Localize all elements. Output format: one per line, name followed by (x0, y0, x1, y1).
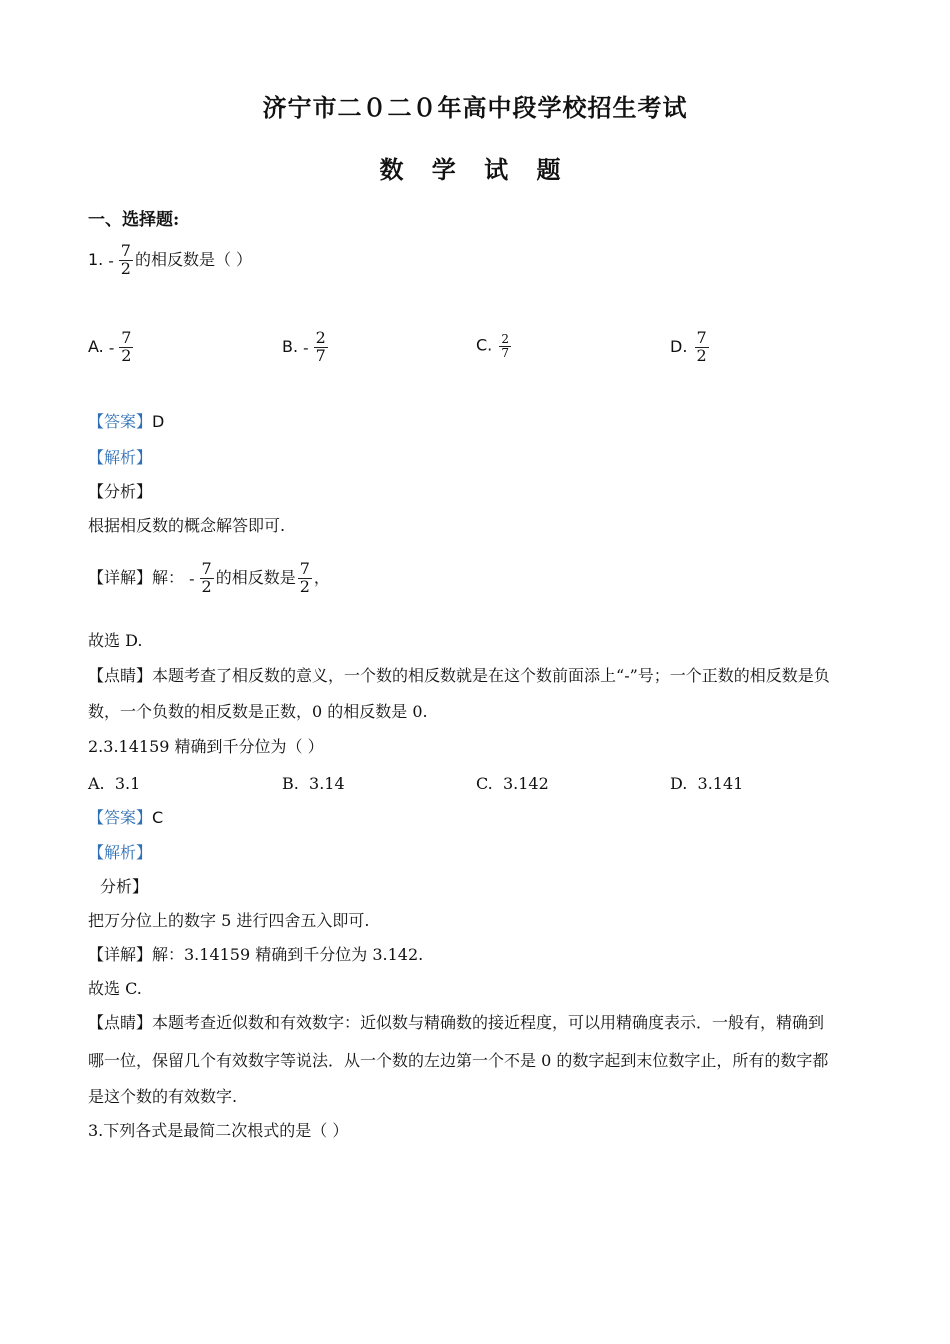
dianjing-line-3: 是这个数的有效数字. (88, 1087, 238, 1106)
option-label: B. (282, 336, 299, 356)
fenxi-text: 根据相反数的概念解答即可. (88, 516, 286, 535)
fraction: $\frac{7}{2}$ (121, 328, 132, 365)
dianjing-tag: 【点睛】 (88, 666, 153, 685)
option-label: A. (88, 336, 104, 356)
answer-line (88, 404, 164, 440)
option-value: 3.14 (309, 774, 345, 793)
option-c[interactable] (476, 766, 549, 802)
exam-subtitle: 数 学 试 题 (379, 155, 571, 184)
dianjing-line-2: 数，一个负数的相反数是正数，0 的相反数是 0. (88, 702, 428, 721)
dianjing-line-2: 哪一位，保留几个有效数字等说法．从一个数的左边第一个不是 0 的数字起到末位数字止，所有的数字都 (88, 1051, 829, 1070)
fraction: $\frac{2}{7}$ (501, 332, 509, 360)
fraction: $\frac{7}{2}$ (201, 559, 212, 596)
punctuation: ， (313, 567, 330, 587)
option-label: C. (476, 335, 493, 355)
option-c[interactable] (476, 333, 513, 359)
dianjing-text: 本题考查近似数和有效数字：近似数与精确数的接近程度，可以用精确度表示．一般有，精确到 (152, 1013, 825, 1032)
fenxi-tag: 分析】 (100, 877, 149, 896)
minus-sign: - (189, 568, 195, 588)
answer-tag: 【答案】 (88, 412, 153, 431)
exam-title: 济宁市二０二０年高中段学校招生考试 (262, 93, 688, 122)
question-3-stem: 3.下列各式是最简二次根式的是（ ） (88, 1121, 349, 1140)
option-b[interactable] (282, 330, 330, 365)
analysis-tag: 【解析】 (88, 843, 153, 862)
question-2-stem: 2.3.14159 精确到千分位为（ ） (88, 737, 324, 756)
dianjing-line (88, 1005, 824, 1041)
question-number: 1. (88, 249, 104, 269)
fenxi-tag: 【分析】 (88, 482, 153, 501)
question-text: 的相反数是（ ） (134, 249, 253, 269)
option-value: 3.142 (502, 774, 549, 793)
section-heading: 一、选择题: (88, 210, 180, 230)
option-d[interactable] (670, 766, 743, 802)
option-a[interactable] (88, 330, 135, 365)
fraction: $\frac{7}{2}$ (120, 241, 131, 278)
minus-sign: - (108, 250, 114, 270)
option-label: D. (670, 336, 688, 356)
question-1-stem (88, 243, 252, 278)
option-d[interactable] (670, 330, 711, 365)
option-label: C. (476, 774, 493, 793)
dianjing-text: 本题考查了相反数的意义，一个数的相反数就是在这个数前面添上“-”号；一个正数的相反数是负 (152, 666, 830, 685)
dianjing-line (88, 658, 830, 694)
fraction: $\frac{7}{2}$ (299, 559, 310, 596)
fraction: $\frac{2}{7}$ (315, 328, 326, 365)
conclusion: 故选 C. (88, 979, 142, 998)
fraction: $\frac{7}{2}$ (696, 328, 707, 365)
option-label: A. (88, 774, 105, 793)
option-a[interactable] (88, 766, 140, 802)
conclusion: 故选 D. (88, 631, 143, 650)
option-label: D. (670, 774, 688, 793)
detail-line: 【详解】解：3.14159 精确到千分位为 3.142. (88, 945, 424, 964)
fenxi-text: 把万分位上的数字 5 进行四舍五入即可. (88, 911, 370, 930)
detail-line (88, 561, 330, 596)
option-value: 3.1 (114, 774, 141, 793)
answer-value: C (152, 808, 164, 827)
answer-tag: 【答案】 (88, 808, 153, 827)
option-label: B. (282, 774, 299, 793)
answer-value: D (152, 412, 165, 431)
answer-line (88, 800, 163, 836)
option-value: 3.141 (697, 774, 744, 793)
minus-sign: - (303, 337, 309, 357)
dianjing-tag: 【点睛】 (88, 1013, 153, 1032)
option-b[interactable] (282, 766, 345, 802)
detail-text: 的相反数是 (215, 567, 296, 587)
minus-sign: - (108, 337, 115, 357)
detail-tag: 【详解】解： (88, 567, 185, 587)
analysis-tag: 【解析】 (88, 448, 153, 467)
